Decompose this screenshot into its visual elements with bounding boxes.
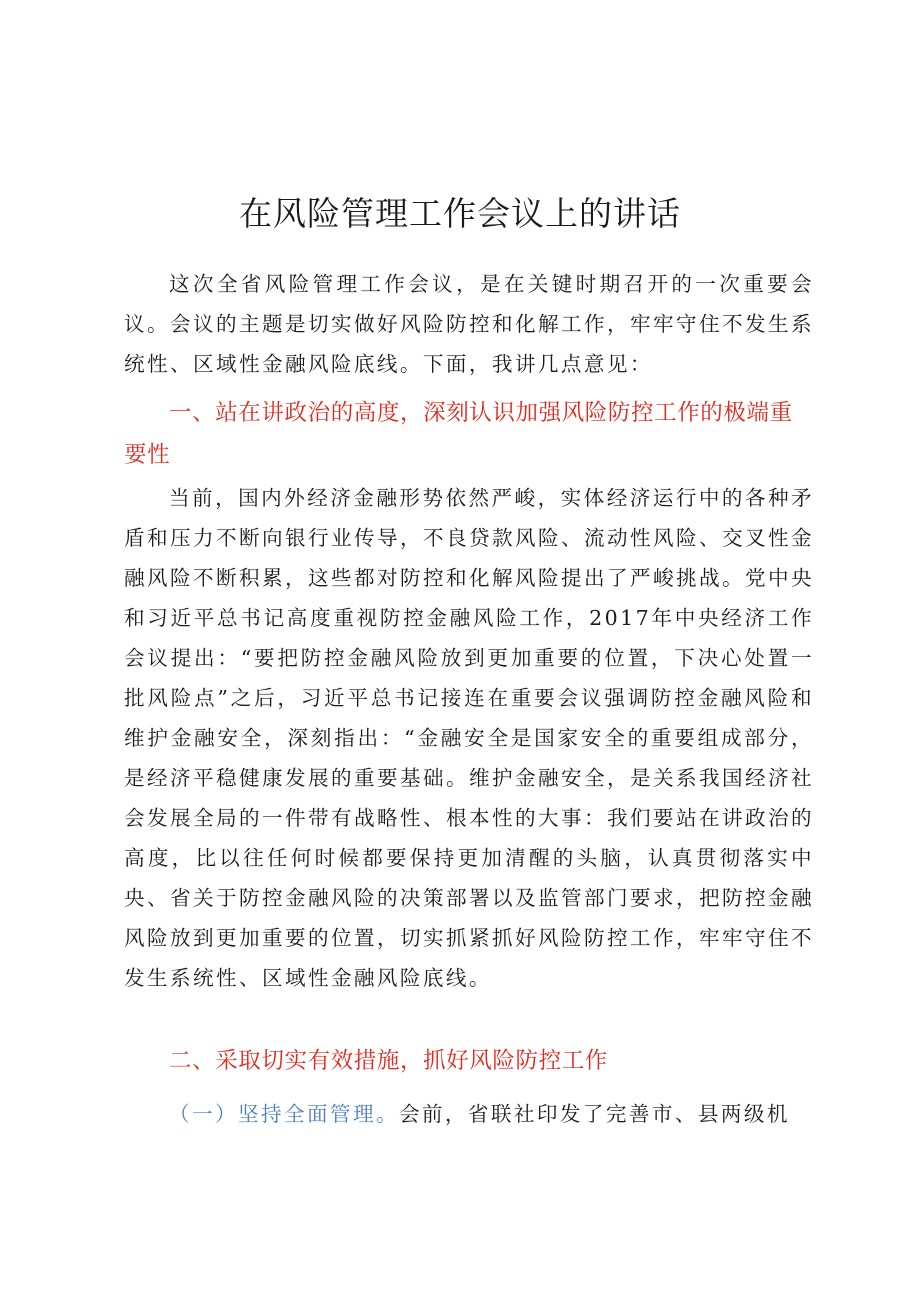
- section-1-body: 当前，国内外经济金融形势依然严峻，实体经济运行中的各种矛盾和压力不断向银行业传导，不良贷款风险、流动性风险、交叉性金融风险不断积累，这些都对防控和化解风险提出了严峻挑战。党中央和习近平总书记高度重视防控金融风险工作，2017年中央经济工作会议提出：“要把防控金融风险放到更加重要的位置，下决心处置一批风险点”之后，习近平总书记接连在重要会议强调防控金融风险和维护金融安全，深刻指出：“金融安全是国家安全的重要组成部分，是经济平稳健康发展的重要基础。维护金融安全，是关系我国经济社会发展全局的一件带有战略性、根本性的大事：我们要站在讲政治的高度，比以往任何时候都要保持更加清醒的头脑，认真贯彻落实中央、省关于防控金融风险的决策部署以及监管部门要求，把防控金融风险放到更加重要的位置，切实抓紧抓好风险防控工作，牢牢守住不发生系统性、区域性金融风险底线。: [124, 486, 814, 990]
- section-1-heading: 一、站在讲政治的高度，深刻认识加强风险防控工作的极端重要性: [124, 400, 793, 468]
- subsection-1-label: （一）坚持全面管理。: [169, 1102, 399, 1126]
- intro-paragraph: 这次全省风险管理工作会议，是在关键时期召开的一次重要会议。会议的主题是切实做好风险防控和化解工作，牢牢守住不发生系统性、区域性金融风险底线。下面，我讲几点意见：: [124, 272, 814, 376]
- subsection-1-paragraph: [124, 1094, 814, 1134]
- subsection-1-text: 会前，省联社印发了完善市、县两级机: [398, 1102, 790, 1126]
- section-2-heading: 二、采取切实有效措施，抓好风险防控工作: [169, 1048, 608, 1074]
- document-title: 在风险管理工作会议上的讲话: [239, 194, 681, 233]
